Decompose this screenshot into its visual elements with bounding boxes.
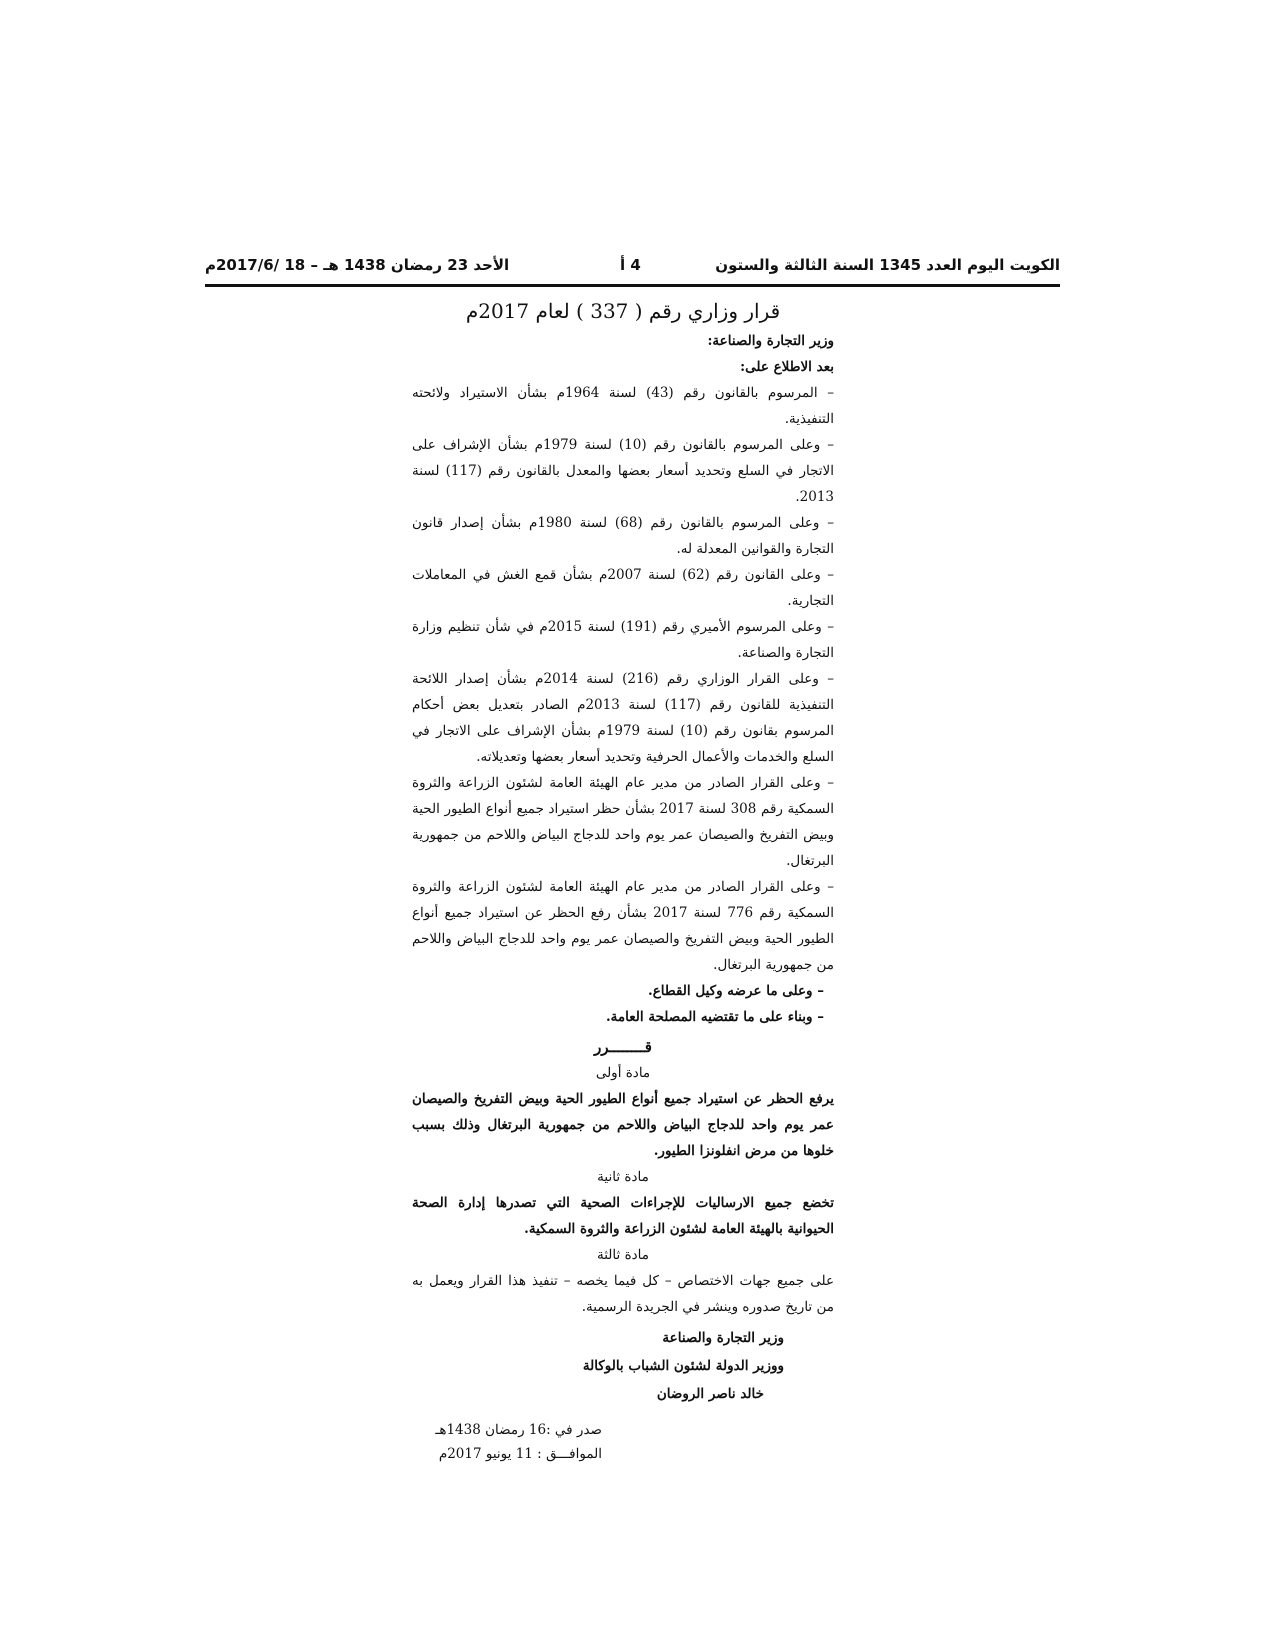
signatory-title-2: ووزير الدولة لشئون الشباب بالوكالة — [582, 1358, 784, 1374]
issue-date: الأحد 23 رمضان 1438 هـ – 18 /2017/6م — [205, 256, 510, 274]
gazette-issue-label: الكويت اليوم العدد 1345 السنة الثالثة والستون — [715, 256, 1060, 274]
header-divider — [205, 284, 1060, 287]
article-3-heading: مادة ثالثة — [596, 1247, 650, 1263]
preamble-clause-3: – وعلى المرسوم بالقانون رقم (68) لسنة 1980م بشأن إصدار قانون التجارة والقوانين المعدلة له. — [412, 515, 835, 557]
preamble-clause-10: – وبناء على ما تقتضيه المصلحة العامة. — [605, 1009, 824, 1025]
article-1-heading: مادة أولى — [595, 1065, 651, 1081]
decree-column — [412, 296, 834, 1466]
preamble-clause-6: – وعلى القرار الوزاري رقم (216) لسنة 2014م بشأن إصدار اللائحة التنفيذية للقانون رقم (117) لسنة 2013م الصادر بتعديل بعض أحكام المرسوم بقانون رقم (10) لسنة 1979م بشأن الإشراف على الاتجار في السلع والخدمات والأعمال الحرفية وتحديد أسعار بعضها وتعديلاته. — [412, 671, 834, 765]
signatory-name: خالد ناصر الروضان — [656, 1386, 764, 1402]
issued-gregorian-date: الموافـــق : 11 يونيو 2017م — [438, 1446, 602, 1462]
page-header — [205, 256, 1060, 280]
preamble-clause-8: – وعلى القرار الصادر من مدير عام الهيئة العامة لشئون الزراعة والثروة السمكية رقم 776 لسنة 2017 بشأن رفع الحظر عن استيراد جميع أنواع الطيور الحية وبيض التفريخ والصيصان عمر يوم واحد للدجاج البياض واللاحم من جمهورية البرتغال. — [412, 879, 834, 973]
issuing-minister: وزير التجارة والصناعة: — [707, 333, 834, 349]
article-3-text: على جميع جهات الاختصاص – كل فيما يخصه – تنفيذ هذا القرار ويعمل به من تاريخ صدوره وينشر في الجريدة الرسمية. — [412, 1273, 834, 1315]
preamble-clause-2: – وعلى المرسوم بالقانون رقم (10) لسنة 1979م بشأن الإشراف على الاتجار في السلع وتحديد أسعار بعضها والمعدل بالقانون رقم (117) لسنة 2013. — [412, 437, 835, 505]
issue-date-block — [412, 1418, 834, 1466]
preamble-clause-4: – وعلى القانون رقم (62) لسنة 2007م بشأن قمع الغش في المعاملات التجارية. — [412, 567, 835, 609]
article-2-heading: مادة ثانية — [597, 1169, 649, 1185]
signature-block — [412, 1324, 834, 1408]
preamble-intro: بعد الاطلاع على: — [740, 359, 834, 375]
decision-heading: قــــــــرر — [594, 1038, 652, 1056]
article-2-text: تخضع جميع الارساليات للإجراءات الصحية التي تصدرها إدارة الصحة الحيوانية بالهيئة العامة لشئون الزراعة والثروة السمكية. — [412, 1195, 834, 1237]
preamble-clause-1: – المرسوم بالقانون رقم (43) لسنة 1964م بشأن الاستيراد ولائحته التنفيذية. — [412, 385, 834, 427]
issued-hijri-date: صدر في :16 رمضان 1438هـ — [435, 1422, 602, 1438]
preamble-clause-7: – وعلى القرار الصادر من مدير عام الهيئة العامة لشئون الزراعة والثروة السمكية رقم 308 لسنة 2017 بشأن حظر استيراد جميع أنواع الطيور الحية وبيض التفريخ والصيصان عمر يوم واحد للدجاج البياض واللاحم من جمهورية البرتغال. — [412, 775, 835, 869]
signatory-title-1: وزير التجارة والصناعة — [662, 1330, 784, 1346]
article-1-text: يرفع الحظر عن استيراد جميع أنواع الطيور الحية وبيض التفريخ والصيصان عمر يوم واحد للدجاج البياض واللاحم من جمهورية البرتغال وذلك بسبب خلوها من مرض انفلونزا الطيور. — [412, 1091, 834, 1159]
decree-title: قرار وزاري رقم ( 337 ) لعام 2017م — [465, 299, 781, 323]
preamble-clause-9: – وعلى ما عرضه وكيل القطاع. — [648, 983, 824, 999]
page-number: 4 أ — [620, 256, 641, 274]
preamble-clause-5: – وعلى المرسوم الأميري رقم (191) لسنة 2015م في شأن تنظيم وزارة التجارة والصناعة. — [412, 619, 834, 661]
